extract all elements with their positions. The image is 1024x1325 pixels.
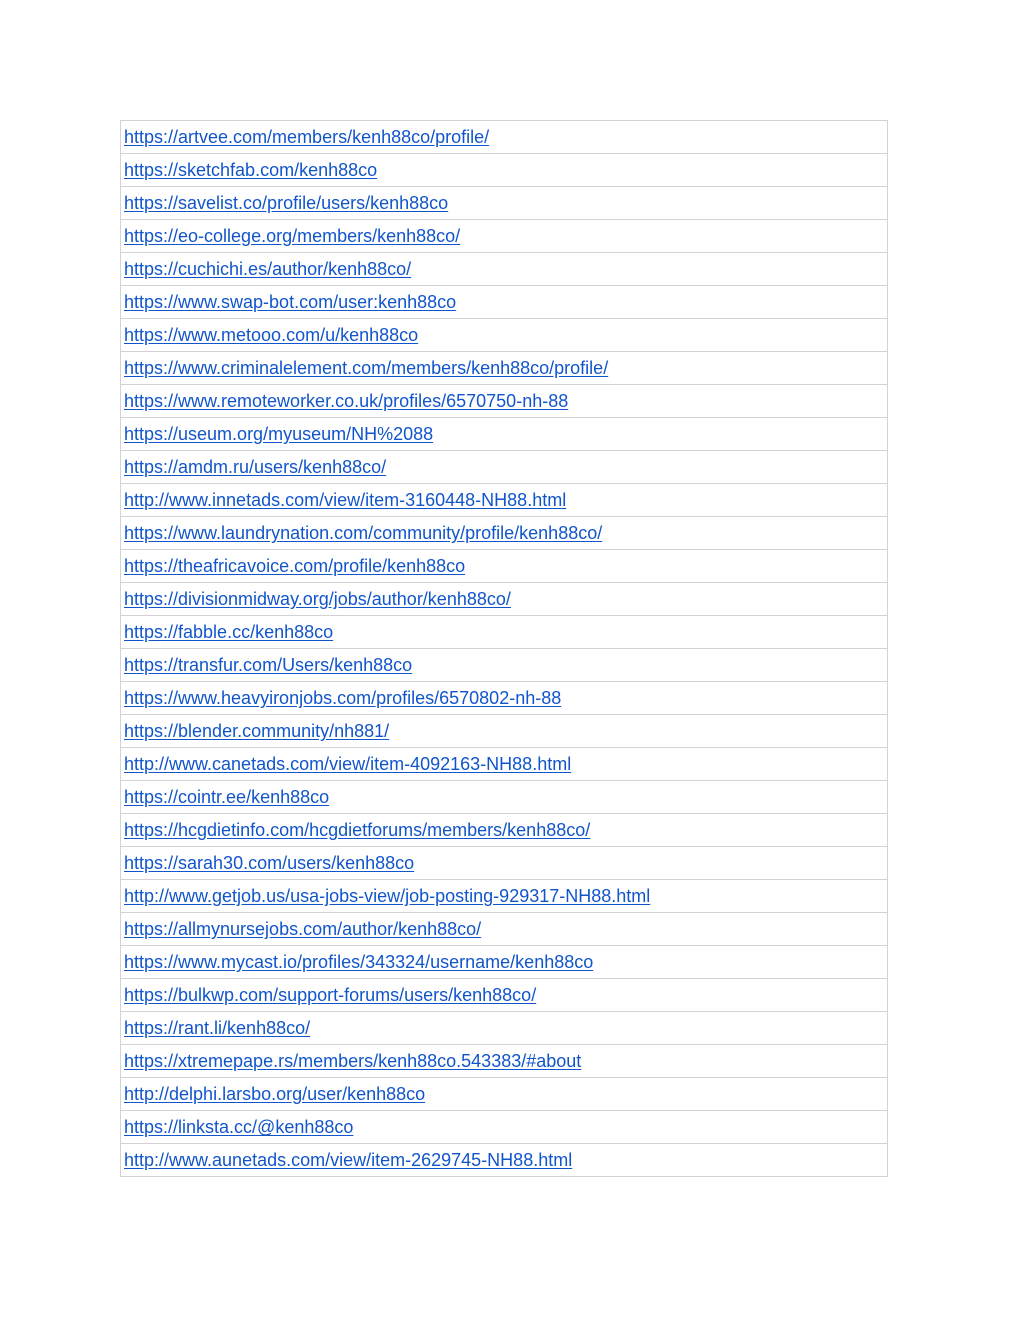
- table-cell: [121, 550, 888, 583]
- table-row: [121, 286, 888, 319]
- table-cell: [121, 616, 888, 649]
- table-row: [121, 121, 888, 154]
- table-cell: [121, 253, 888, 286]
- table-cell: [121, 187, 888, 220]
- link[interactable]: https://www.laundrynation.com/community/profile/kenh88co/: [124, 523, 603, 543]
- link[interactable]: http://www.aunetads.com/view/item-2629745-NH88.html: [124, 1150, 573, 1170]
- link[interactable]: https://cointr.ee/kenh88co: [124, 787, 330, 807]
- link[interactable]: https://rant.li/kenh88co/: [124, 1018, 311, 1038]
- table-row: [121, 385, 888, 418]
- table-cell: [121, 154, 888, 187]
- link[interactable]: https://transfur.com/Users/kenh88co: [124, 655, 413, 675]
- link[interactable]: https://blender.community/nh881/: [124, 721, 390, 741]
- table-row: [121, 847, 888, 880]
- link[interactable]: https://divisionmidway.org/jobs/author/kenh88co/: [124, 589, 511, 609]
- link-table: [120, 120, 888, 1177]
- table-row: [121, 352, 888, 385]
- link[interactable]: https://eo-college.org/members/kenh88co/: [124, 226, 461, 246]
- link[interactable]: https://artvee.com/members/kenh88co/profile/: [124, 127, 490, 147]
- table-cell: [121, 682, 888, 715]
- table-row: [121, 1045, 888, 1078]
- link[interactable]: https://www.mycast.io/profiles/343324/username/kenh88co: [124, 952, 594, 972]
- table-row: [121, 187, 888, 220]
- link[interactable]: https://www.remoteworker.co.uk/profiles/6570750-nh-88: [124, 391, 569, 411]
- table-cell: [121, 451, 888, 484]
- table-cell: [121, 1078, 888, 1111]
- table-row: [121, 550, 888, 583]
- link[interactable]: https://cuchichi.es/author/kenh88co/: [124, 259, 412, 279]
- link[interactable]: http://www.canetads.com/view/item-4092163-NH88.html: [124, 754, 572, 774]
- table-cell: [121, 1045, 888, 1078]
- table-cell: [121, 319, 888, 352]
- table-row: [121, 814, 888, 847]
- table-row: [121, 418, 888, 451]
- table-row: [121, 682, 888, 715]
- table-row: [121, 715, 888, 748]
- link[interactable]: https://allmynursejobs.com/author/kenh88co/: [124, 919, 482, 939]
- link[interactable]: http://www.getjob.us/usa-jobs-view/job-posting-929317-NH88.html: [124, 886, 651, 906]
- link[interactable]: https://sketchfab.com/kenh88co: [124, 160, 378, 180]
- table-row: [121, 1111, 888, 1144]
- link[interactable]: https://www.metooo.com/u/kenh88co: [124, 325, 419, 345]
- table-cell: [121, 1111, 888, 1144]
- table-row: [121, 1012, 888, 1045]
- link[interactable]: https://theafricavoice.com/profile/kenh88co: [124, 556, 466, 576]
- table-row: [121, 517, 888, 550]
- table-row: [121, 1078, 888, 1111]
- table-row: [121, 616, 888, 649]
- link[interactable]: https://xtremepape.rs/members/kenh88co.543383/#about: [124, 1051, 582, 1071]
- table-cell: [121, 385, 888, 418]
- table-cell: [121, 583, 888, 616]
- table-cell: [121, 352, 888, 385]
- table-cell: [121, 1012, 888, 1045]
- table-cell: [121, 814, 888, 847]
- table-cell: [121, 121, 888, 154]
- link[interactable]: https://bulkwp.com/support-forums/users/kenh88co/: [124, 985, 537, 1005]
- table-row: [121, 319, 888, 352]
- table-row: [121, 253, 888, 286]
- table-cell: [121, 418, 888, 451]
- table-row: [121, 451, 888, 484]
- table-cell: [121, 715, 888, 748]
- table-cell: [121, 847, 888, 880]
- table-cell: [121, 748, 888, 781]
- table-row: [121, 781, 888, 814]
- link[interactable]: https://fabble.cc/kenh88co: [124, 622, 334, 642]
- link[interactable]: https://www.heavyironjobs.com/profiles/6570802-nh-88: [124, 688, 562, 708]
- link[interactable]: https://www.swap-bot.com/user:kenh88co: [124, 292, 457, 312]
- table-cell: [121, 880, 888, 913]
- link[interactable]: http://www.innetads.com/view/item-3160448-NH88.html: [124, 490, 567, 510]
- link[interactable]: https://hcgdietinfo.com/hcgdietforums/members/kenh88co/: [124, 820, 591, 840]
- table-cell: [121, 913, 888, 946]
- table-cell: [121, 484, 888, 517]
- link[interactable]: https://sarah30.com/users/kenh88co: [124, 853, 415, 873]
- table-row: [121, 484, 888, 517]
- table-cell: [121, 220, 888, 253]
- table-cell: [121, 1144, 888, 1177]
- table-cell: [121, 979, 888, 1012]
- link[interactable]: https://www.criminalelement.com/members/kenh88co/profile/: [124, 358, 609, 378]
- table-row: [121, 649, 888, 682]
- table-row: [121, 880, 888, 913]
- link[interactable]: http://delphi.larsbo.org/user/kenh88co: [124, 1084, 426, 1104]
- table-cell: [121, 517, 888, 550]
- table-cell: [121, 286, 888, 319]
- link[interactable]: https://amdm.ru/users/kenh88co/: [124, 457, 387, 477]
- table-row: [121, 154, 888, 187]
- table-cell: [121, 649, 888, 682]
- table-row: [121, 583, 888, 616]
- link[interactable]: https://linksta.cc/@kenh88co: [124, 1117, 354, 1137]
- link-table-body: [121, 121, 888, 1177]
- table-row: [121, 913, 888, 946]
- link[interactable]: https://useum.org/myuseum/NH%2088: [124, 424, 434, 444]
- table-cell: [121, 946, 888, 979]
- table-row: [121, 946, 888, 979]
- table-row: [121, 748, 888, 781]
- table-row: [121, 979, 888, 1012]
- table-cell: [121, 781, 888, 814]
- table-row: [121, 220, 888, 253]
- link[interactable]: https://savelist.co/profile/users/kenh88co: [124, 193, 449, 213]
- table-row: [121, 1144, 888, 1177]
